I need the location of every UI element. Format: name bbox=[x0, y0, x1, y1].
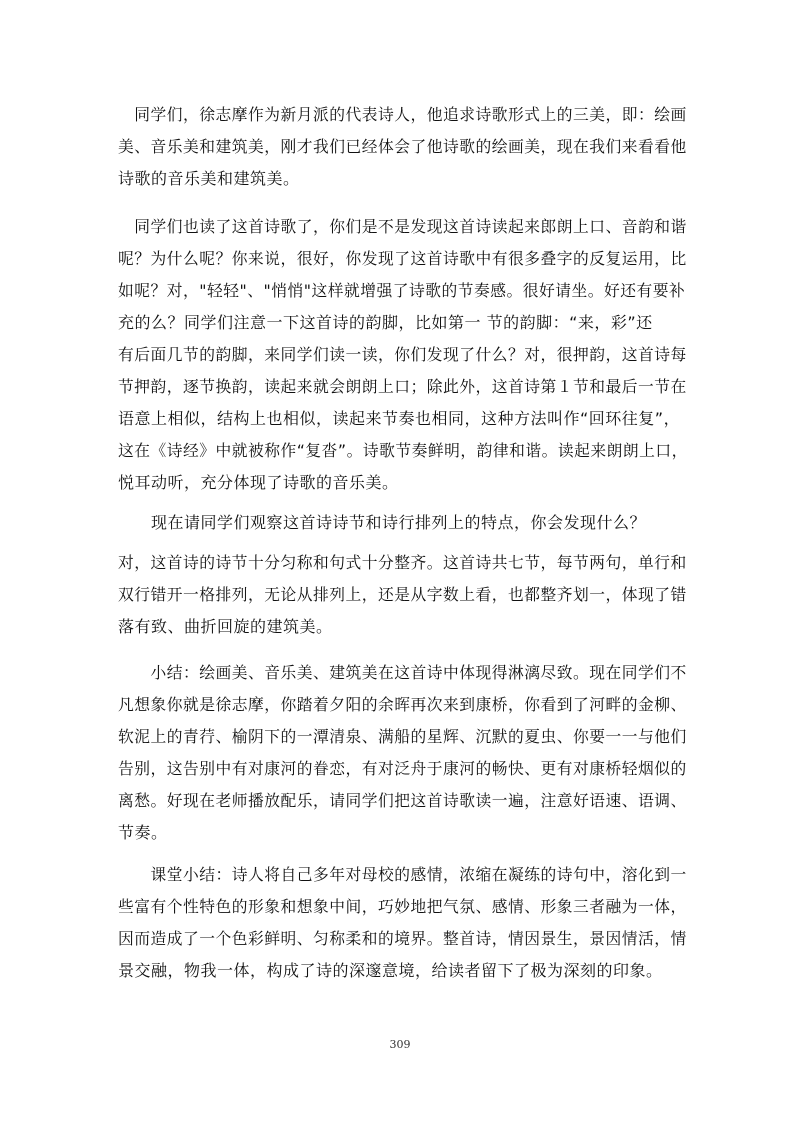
paragraph-class-summary bbox=[118, 859, 690, 987]
text-line: 呢？为什么呢？你来说，很好，你发现了这首诗歌中有很多叠字的反复运用，比 bbox=[118, 249, 687, 268]
text-line: 软泥上的青荇、榆阴下的一潭清泉、满船的星辉、沉默的夏虫、你要一一与他们 bbox=[118, 727, 687, 746]
text-line: 同学们也读了这首诗歌了，你们是不是发现这首诗读起来郎朗上口、音韵和谐 bbox=[118, 217, 687, 236]
text-line: 落有致、曲折回旋的建筑美。 bbox=[118, 617, 333, 636]
text-line: 因而造成了一个色彩鲜明、匀称柔和的境界。整首诗，情因景生，景因情活，情 bbox=[118, 929, 687, 948]
text-line: 节押韵，逐节换韵，读起来就会朗朗上口；除此外，这首诗第１节和最后一节在 bbox=[118, 377, 687, 396]
text-line: 离愁。好现在老师播放配乐，请同学们把这首诗歌读一遍，注意好语速、语调、 bbox=[118, 791, 687, 810]
text-line: 诗歌的音乐美和建筑美。 bbox=[118, 169, 300, 188]
text-line: 这在《诗经》中就被称作“复沓”。诗歌节奏鲜明，韵律和谐。读起来朗朗上口， bbox=[118, 441, 688, 460]
paragraph-question bbox=[118, 507, 690, 539]
text-line: 语意上相似，结构上也相似，读起来节奏也相同，这种方法叫作“回环往复”， bbox=[118, 409, 681, 428]
text-line: 告别，这告别中有对康河的眷恋，有对泛舟于康河的畅快、更有对康桥轻烟似的 bbox=[118, 759, 687, 778]
text-line: 双行错开一格排列，无论从排列上，还是从字数上看，也都整齐划一，体现了错 bbox=[118, 585, 687, 604]
text-line: 现在请同学们观察这首诗诗节和诗行排列上的特点，你会发现什么？ bbox=[118, 513, 647, 532]
page-number: 309 bbox=[389, 1038, 411, 1051]
text-line: 景交融，物我一体，构成了诗的深邃意境，给读者留下了极为深刻的印象。 bbox=[118, 961, 663, 980]
text-line: 如呢？对，"轻轻"、"悄悄"这样就增强了诗歌的节奏感。很好请坐。好还有要补 bbox=[118, 281, 686, 300]
paragraph-architecture-beauty bbox=[118, 547, 690, 643]
text-line: 有后面几节的韵脚，来同学们读一读，你们发现了什么？对，很押韵，这首诗每 bbox=[118, 345, 687, 364]
text-line: 同学们，徐志摩作为新月派的代表诗人，他追求诗歌形式上的三美，即：绘画 bbox=[118, 105, 687, 124]
text-line: 凡想象你就是徐志摩，你踏着夕阳的余晖再次来到康桥，你看到了河畔的金柳、 bbox=[118, 695, 687, 714]
text-line: 充的么？同学们注意一下这首诗的韵脚，比如第一 节的韵脚：“来，彩”还 bbox=[118, 313, 653, 332]
text-line: 课堂小结：诗人将自己多年对母校的感情，浓缩在凝练的诗句中，溶化到一 bbox=[118, 865, 687, 884]
text-line: 小结：绘画美、音乐美、建筑美在这首诗中体现得淋漓尽致。现在同学们不 bbox=[118, 663, 687, 682]
text-line: 美、音乐美和建筑美，刚才我们已经体会了他诗歌的绘画美，现在我们来看看他 bbox=[118, 137, 687, 156]
paragraph-summary bbox=[118, 657, 690, 849]
text-line: 些富有个性特色的形象和想象中间，巧妙地把气氛、感情、形象三者融为一体， bbox=[118, 897, 687, 916]
paragraph-intro bbox=[118, 99, 690, 195]
text-line: 节奏。 bbox=[118, 823, 168, 842]
text-line: 对，这首诗的诗节十分匀称和句式十分整齐。这首诗共七节，每节两句，单行和 bbox=[118, 553, 687, 572]
text-line: 悦耳动听，充分体现了诗歌的音乐美。 bbox=[118, 473, 399, 492]
paragraph-music-beauty bbox=[118, 211, 690, 499]
